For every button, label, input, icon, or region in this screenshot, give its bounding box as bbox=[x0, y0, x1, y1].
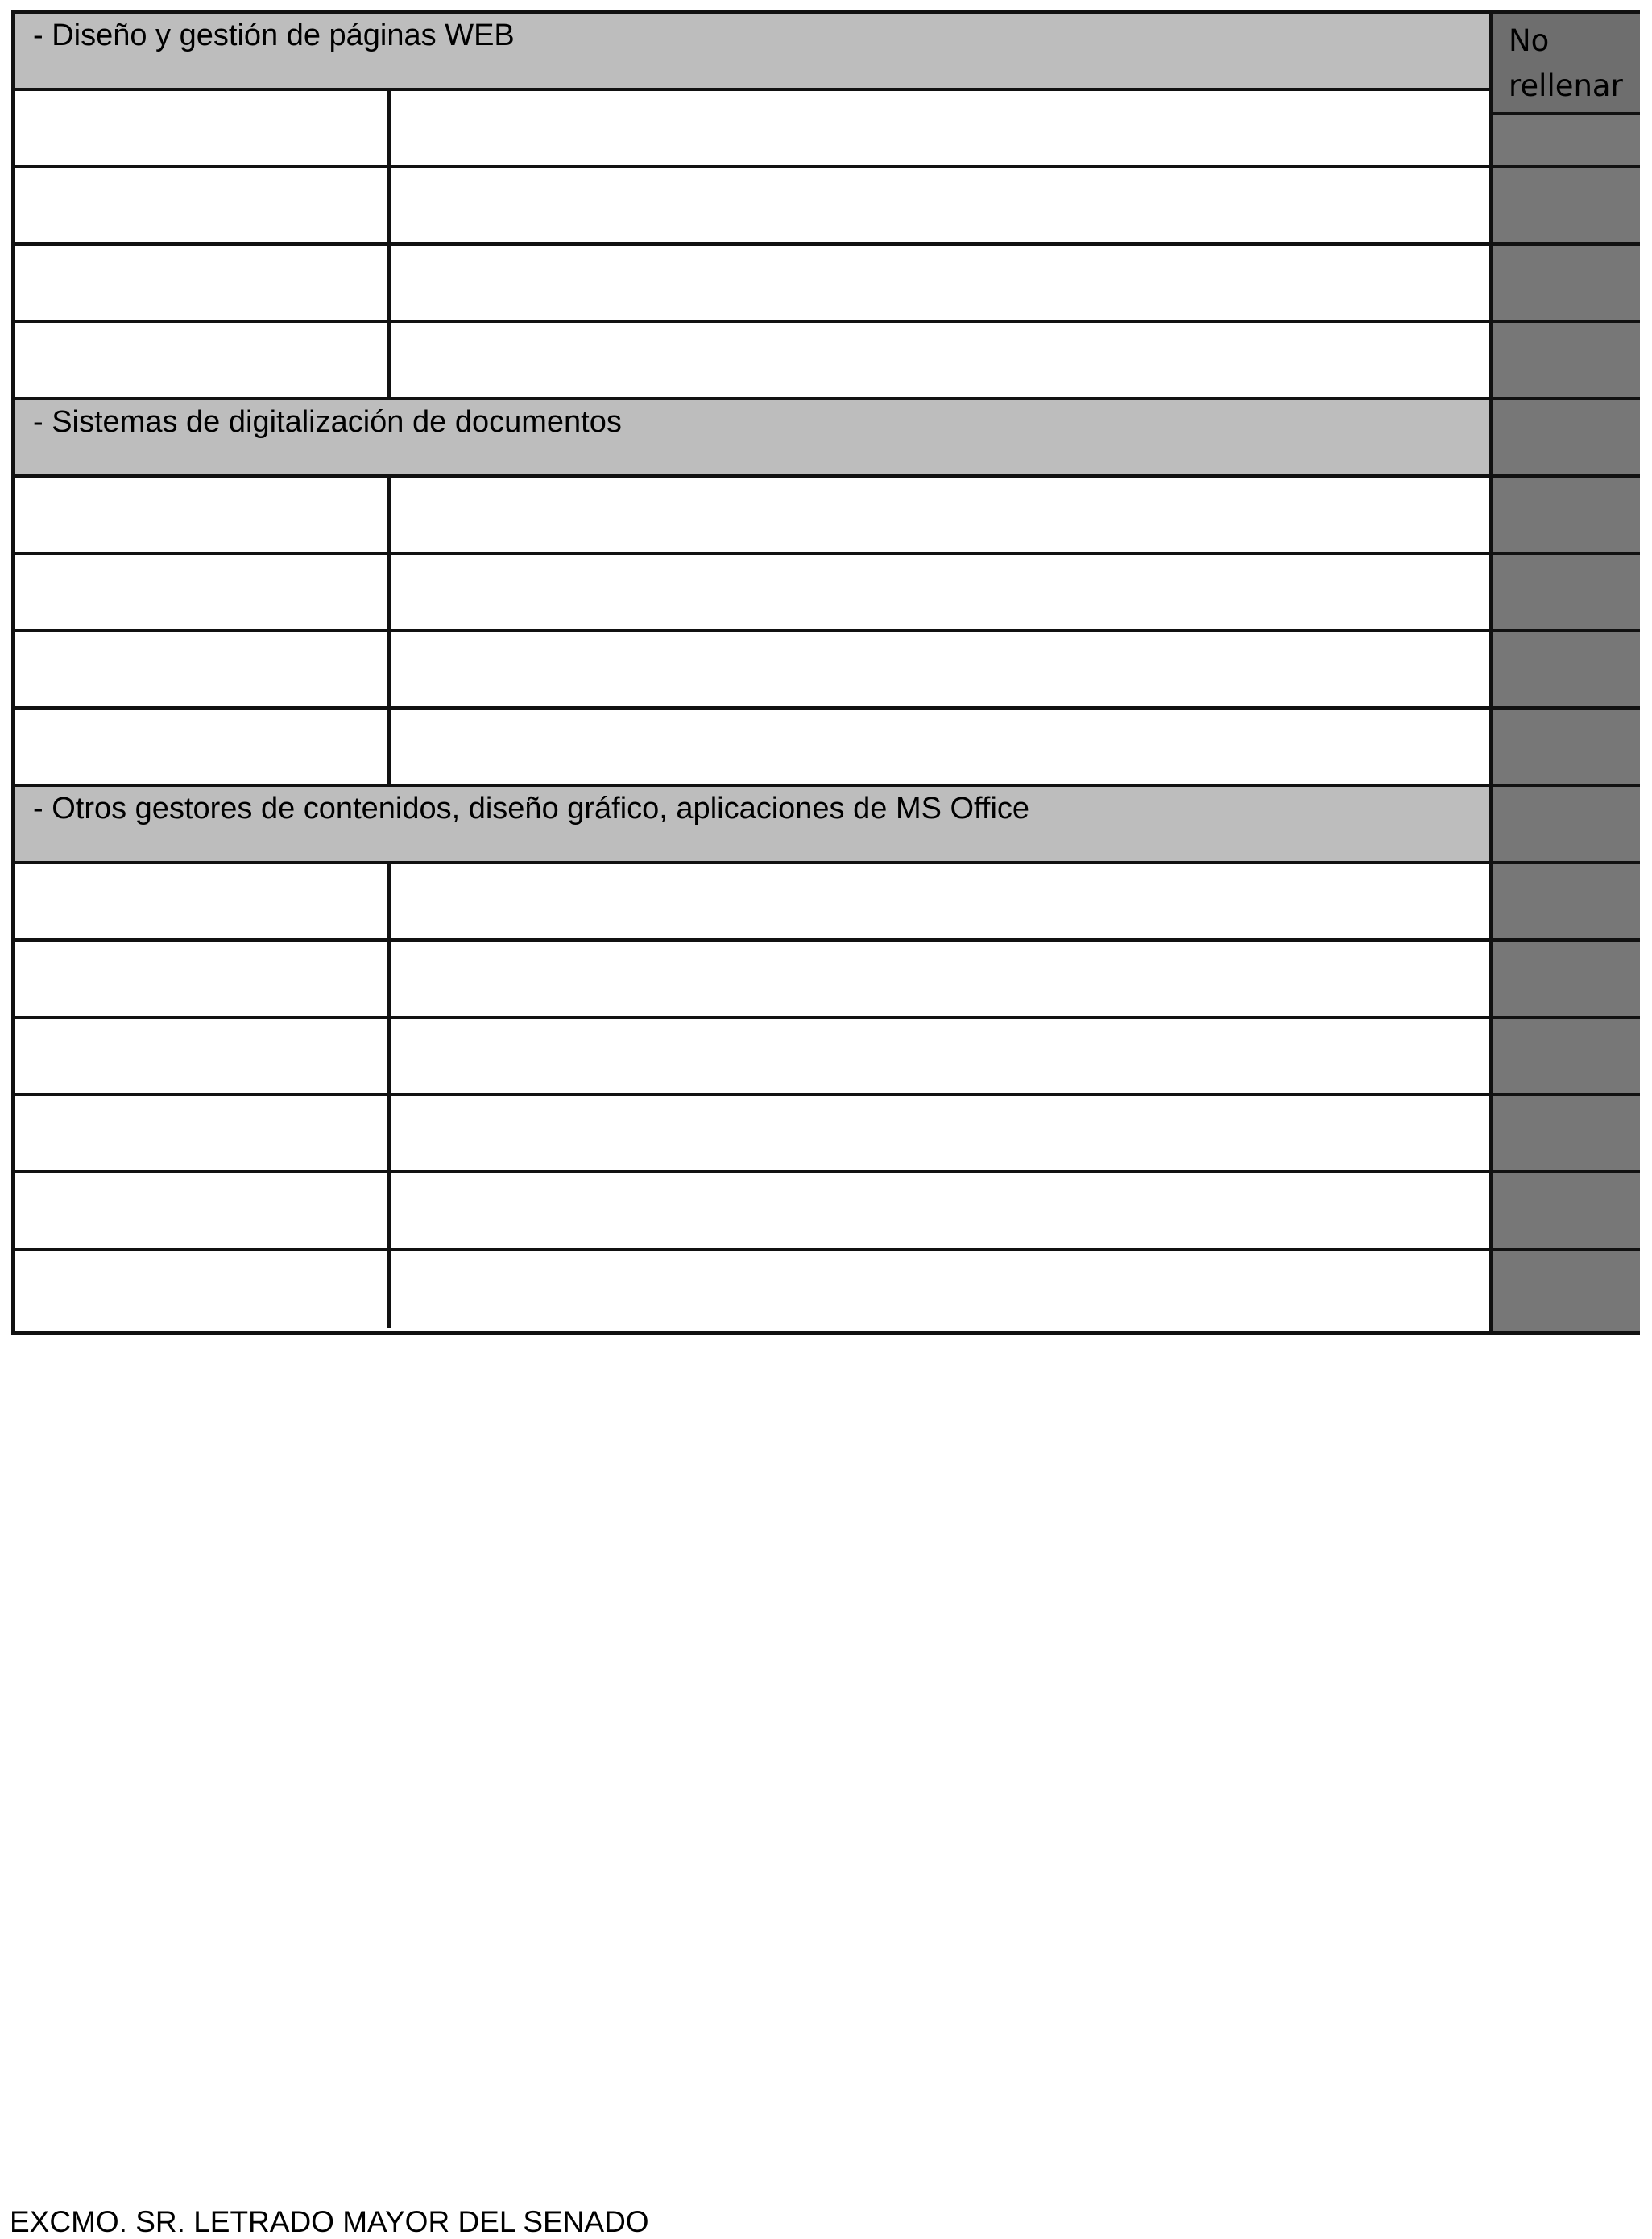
entry-cell-description[interactable] bbox=[391, 323, 1489, 397]
no-fill-rule bbox=[1489, 397, 1640, 400]
no-fill-rule bbox=[1489, 165, 1640, 168]
entry-row bbox=[15, 168, 1489, 246]
entry-cell-name[interactable] bbox=[15, 555, 391, 629]
entry-cell-description[interactable] bbox=[391, 1251, 1489, 1328]
entry-cell-description[interactable] bbox=[391, 1019, 1489, 1093]
entry-row bbox=[15, 1251, 1489, 1328]
no-fill-rule bbox=[1489, 1093, 1640, 1096]
entry-cell-description[interactable] bbox=[391, 1173, 1489, 1248]
footer-addressee: EXCMO. SR. LETRADO MAYOR DEL SENADO bbox=[10, 2205, 649, 2238]
entry-cell-name[interactable] bbox=[15, 710, 391, 784]
no-fill-rule bbox=[1489, 474, 1640, 478]
no-fill-rule bbox=[1489, 706, 1640, 710]
entry-cell-description[interactable] bbox=[391, 168, 1489, 242]
section-header-other-tools bbox=[15, 787, 1489, 864]
no-fill-rule bbox=[1489, 1248, 1640, 1251]
entry-cell-name[interactable] bbox=[15, 1251, 391, 1328]
entry-row bbox=[15, 323, 1489, 400]
entry-cell-name[interactable] bbox=[15, 246, 391, 320]
entry-cell-name[interactable] bbox=[15, 1173, 391, 1248]
entry-cell-name[interactable] bbox=[15, 1096, 391, 1170]
entry-row bbox=[15, 555, 1489, 632]
entry-row bbox=[15, 864, 1489, 942]
entry-row bbox=[15, 942, 1489, 1019]
entry-cell-name[interactable] bbox=[15, 91, 391, 165]
entry-cell-name[interactable] bbox=[15, 168, 391, 242]
entry-cell-description[interactable] bbox=[391, 632, 1489, 706]
no-fill-rule bbox=[1489, 1170, 1640, 1173]
entry-cell-description[interactable] bbox=[391, 942, 1489, 1016]
no-fill-rule bbox=[1489, 784, 1640, 787]
entry-row bbox=[15, 478, 1489, 555]
entry-cell-description[interactable] bbox=[391, 1096, 1489, 1170]
entry-row bbox=[15, 246, 1489, 323]
entry-row bbox=[15, 632, 1489, 710]
section-header-digitalization bbox=[15, 400, 1489, 478]
entry-row bbox=[15, 1096, 1489, 1173]
no-fill-rule bbox=[1489, 1016, 1640, 1019]
no-fill-rule bbox=[1489, 552, 1640, 555]
form-table bbox=[11, 10, 1640, 1335]
section-title: - Otros gestores de contenidos, diseño gráfico, aplicaciones de MS Office bbox=[33, 792, 1030, 826]
entry-cell-description[interactable] bbox=[391, 710, 1489, 784]
no-fill-rule bbox=[1489, 861, 1640, 864]
entry-row bbox=[15, 1173, 1489, 1251]
entry-cell-name[interactable] bbox=[15, 632, 391, 706]
entry-row bbox=[15, 710, 1489, 787]
section-title: - Diseño y gestión de páginas WEB bbox=[33, 19, 515, 52]
entry-cell-description[interactable] bbox=[391, 864, 1489, 938]
entry-cell-description[interactable] bbox=[391, 478, 1489, 552]
no-fill-column-rules bbox=[1489, 14, 1640, 1331]
entry-row bbox=[15, 1019, 1489, 1096]
entry-cell-name[interactable] bbox=[15, 864, 391, 938]
no-fill-rule bbox=[1489, 629, 1640, 632]
section-title: - Sistemas de digitalización de documentos bbox=[33, 405, 622, 439]
entry-cell-description[interactable] bbox=[391, 246, 1489, 320]
section-header-web bbox=[15, 14, 1489, 91]
entry-cell-name[interactable] bbox=[15, 478, 391, 552]
entry-row bbox=[15, 91, 1489, 168]
entry-cell-description[interactable] bbox=[391, 555, 1489, 629]
entry-cell-description[interactable] bbox=[391, 91, 1489, 165]
entry-cell-name[interactable] bbox=[15, 1019, 391, 1093]
no-fill-rule bbox=[1489, 112, 1640, 115]
entry-cell-name[interactable] bbox=[15, 323, 391, 397]
no-fill-label: No rellenar bbox=[1509, 23, 1623, 103]
no-fill-rule bbox=[1489, 320, 1640, 323]
entry-cell-name[interactable] bbox=[15, 942, 391, 1016]
no-fill-rule bbox=[1489, 242, 1640, 246]
no-fill-rule bbox=[1489, 938, 1640, 942]
